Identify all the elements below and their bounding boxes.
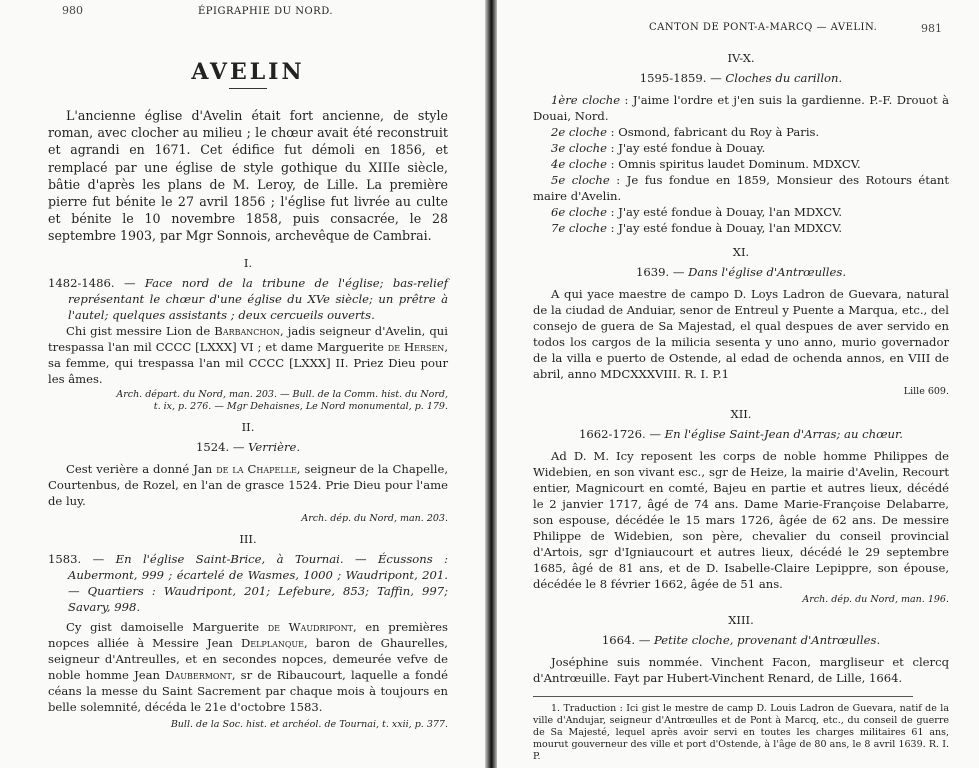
title-rule [229, 88, 267, 89]
section-date-7: 1664. [601, 633, 636, 647]
section-date-6: 1662-1726. [579, 427, 646, 441]
section-date-3: 1583. [48, 551, 82, 566]
signature-5: Lille 609. [903, 386, 949, 397]
inscription-5: A qui yace maestre de campo D. Loys Ladron de Guevara, natural de la ciudad de Anduiar, senor de Entreul y Puente a Marqua, etc., del consejo de guera de Sa Majestad, el qual despues de aver servido en todos los cargos de la milicia sesenta y uno anno, murio governador de la villa e puerto de Ostende, al edad de ochenda annos, en VIII de abril, anno MDCXXXVIII. R. I. P.1 [533, 287, 949, 381]
inscription-7: Joséphine suis nommée. Vinchent Facon, margliseur et clercq d'Antrœuille. Fayt par Hubert-Vinchent Renard, de Lille, 1664. [533, 655, 949, 685]
footnote: 1. Traduction : Ici gist le mestre de camp D. Louis Ladron de Guevara, natif de la ville d'Andujar, seigneur d'Antrœulles et de Pont à Marcq, etc., du conseil de guerre de Sa Majesté, lequel après avoir servi en toutes les charges militaires 61 ans, mourut gouverneur des ville et port d'Ostende, à l'âge de 80 ans, le 8 avril 1639. R. I. P. [533, 703, 949, 762]
section-desc-4: Cloches du carillon. [725, 71, 843, 85]
section-date-5: 1639. [635, 265, 670, 279]
section-header-2: 1524. — Verrière. [195, 439, 301, 454]
name-chapelle: de la Chapelle [216, 461, 297, 476]
name-barbanchon: Barbanchon [214, 323, 280, 338]
bell-item: 6e cloche : J'ay esté fondue à Douay, l'an MDXCV. [551, 205, 843, 219]
section-desc-3: En l'église Saint-Brice, à Tournai. — Écussons : Aubermont, 999 ; écartelé de Wasmes, 1000 ; Waudripont, 201. — Quartiers : Waudripont, 201; Lefebure, 853; Taffin, 997; Savary, 998. [68, 551, 448, 614]
page-number-left: 980 [62, 4, 83, 17]
name-hersen: de Hersen [387, 339, 445, 354]
section-numeral-5: XI. [732, 245, 750, 259]
inscription-2: Cest verière a donné Jan de la Chapelle, seigneur de la Chapelle, Courtenbus, de Rozel, en l'an de grasce 1524. Prie Dieu pour l'ame de luy. [48, 461, 449, 508]
inscription-1: Chi gist messire Lion de Barbanchon, jadis seigneur d'Avelin, qui trespassa l'an mil CCCC [LXXX] VI ; et dame Marguerite de Hersen, sa femme, qui trespassa l'an mil CCCC [LXXX] II. Priez Dieu pour les âmes. [48, 323, 448, 386]
reference-1a: Arch. départ. du Nord, man. 203. — Bull. de la Comm. hist. du Nord, [116, 388, 448, 400]
section-date-4: 1595-1859. [639, 71, 707, 85]
section-desc-5: Dans l'église d'Antrœulles. [688, 265, 847, 279]
section-header-3: 1583. — En l'église Saint-Brice, à Tournai. — Écussons : Aubermont, 999 ; écartelé de Wasmes, 1000 ; Waudripont, 201. — Quartiers : Waudripont, 201; Lefebure, 853; Taffin, 997; Savary, 998. [48, 551, 448, 614]
section-numeral-1: I. [243, 255, 253, 270]
right-page [497, 0, 979, 768]
right-column [533, 44, 949, 763]
section-numeral-6: XII. [730, 407, 752, 421]
inscription-6: Ad D. M. Icy reposent les corps de noble homme Philippes de Widebien, en son vivant esc., sgr de Heize, la mairie d'Avelin, Recourt entier, Magnicourt en comté, Bajeu en partie et autres lieux, décédé le 2 janvier 1717, âgé de 74 ans. Dame Marie-Françoise Delabarre, son espouse, décédée le 15 mars 1726, âgée de 62 ans. De messire Philippe de Widebien, son père, chevalier du conseil provincial d'Artois, sgr d'Igniaucourt et autres lieux, décédé le 29 septembre 1685, âgé de 81 ans, et de D. Isabelle-Claire Lepippre, son épouse, décédée le 8 février 1662, âgée de 51 ans. [533, 449, 949, 591]
reference-2: Arch. dép. du Nord, man. 203. [301, 512, 448, 524]
page-number-right: 981 [921, 22, 942, 35]
section-header-1: 1482-1486. — Face nord de la tribune de l'église; bas-relief représentant le chœur d'une église du XVe siècle; un prêtre à l'autel; quelques assistants ; deux cercueils ouverts. [48, 275, 449, 322]
name-delplanque: Delplanque [240, 635, 304, 650]
left-column [48, 59, 449, 731]
page-title: AVELIN [191, 59, 305, 85]
section-desc-6: En l'église Saint-Jean d'Arras; au chœur. [664, 427, 903, 441]
reference-1b: t. ix, p. 276. — Mgr Dehaisnes, Le Nord monumental, p. 179. [153, 400, 448, 412]
intro-paragraph: L'ancienne église d'Avelin était fort ancienne, de style roman, avec clocher au milieu ; le chœur avait été reconstruit et agrandi en 1671. Cet édifice fut démoli en 1856, et remplacé par une église de style gothique du XIIIe siècle, bâtie d'après les plans de M. Leroy, de Lille. La première pierre fut bénite le 27 avril 1856 ; l'église fut livrée au culte et bénite le 10 novembre 1858, puis consacrée, le 28 septembre 1903, par Mgr Sonnois, archevêque de Cambrai. [48, 108, 448, 244]
bell-item: 4e cloche : Omnis spiritus laudet Dominum. MDXCV. [551, 157, 861, 171]
bell-item: 2e cloche : Osmond, fabricant du Roy à Paris. [551, 125, 820, 139]
section-numeral-7: XIII. [728, 613, 754, 627]
book-gutter [485, 0, 497, 768]
section-desc-2: Verrière. [248, 439, 301, 454]
reference-3: Bull. de la Soc. hist. et archéol. de Tournai, t. xxii, p. 377. [170, 718, 448, 730]
section-numeral-2: II. [241, 419, 255, 434]
bell-item: 7e cloche : J'ay esté fondue à Douay, l'an MDXCV. [551, 221, 843, 235]
section-numeral-3: III. [239, 531, 257, 546]
reference-6: Arch. dép. du Nord, man. 196. [802, 594, 949, 605]
bell-item: 1ère cloche : J'aime l'ordre et j'en suis la gardienne. P.-F. Drouot à Douai, Nord. [533, 93, 949, 123]
footnote-rule [533, 696, 913, 697]
section-date-2: 1524. [195, 439, 230, 454]
section-header-4: 1595-1859. — Cloches du carillon. [639, 71, 843, 85]
section-header-6: 1662-1726. — En l'église Saint-Jean d'Arras; au chœur. [579, 427, 903, 441]
section-header-7: 1664. — Petite cloche, provenant d'Antrœulles. [601, 633, 881, 647]
section-numeral-4: IV-X. [727, 51, 755, 65]
left-page [0, 0, 485, 768]
bell-list [533, 92, 949, 236]
bell-item: 3e cloche : J'ay esté fondue à Douay. [551, 141, 766, 155]
name-daubermont: Daubermont [165, 667, 232, 682]
section-date-1: 1482-1486. [48, 275, 115, 290]
name-waudripont: de Waudripont [267, 619, 353, 634]
bell-item: 5e cloche : Je fus fondue en 1859, Monsieur des Rotours étant maire d'Avelin. [533, 173, 949, 203]
running-head-left: ÉPIGRAPHIE DU NORD. [198, 6, 334, 17]
running-head-right: CANTON DE PONT-A-MARCQ — AVELIN. [649, 22, 878, 33]
inscription-3: Cy gist damoiselle Marguerite de Waudripont, en premières nopces alliée à Messire Jean Delplanque, baron de Ghaurelles, seigneur d'Antreulles, et en secondes nopces, demeurée vefve de noble homme Jean Daubermont, sr de Ribaucourt, laquelle a fondé céans la messe du Saint Sacrement par chaque mois à toujours en belle solemnité, décéda le 21e d'octobre 1583. [48, 619, 448, 714]
section-desc-1: Face nord de la tribune de l'église; bas-relief représentant le chœur d'une église du XVe siècle; un prêtre à l'autel; quelques assistants ; deux cercueils ouverts. [68, 275, 449, 322]
section-desc-7: Petite cloche, provenant d'Antrœulles. [654, 633, 881, 647]
section-header-5: 1639. — Dans l'église d'Antrœulles. [635, 265, 847, 279]
